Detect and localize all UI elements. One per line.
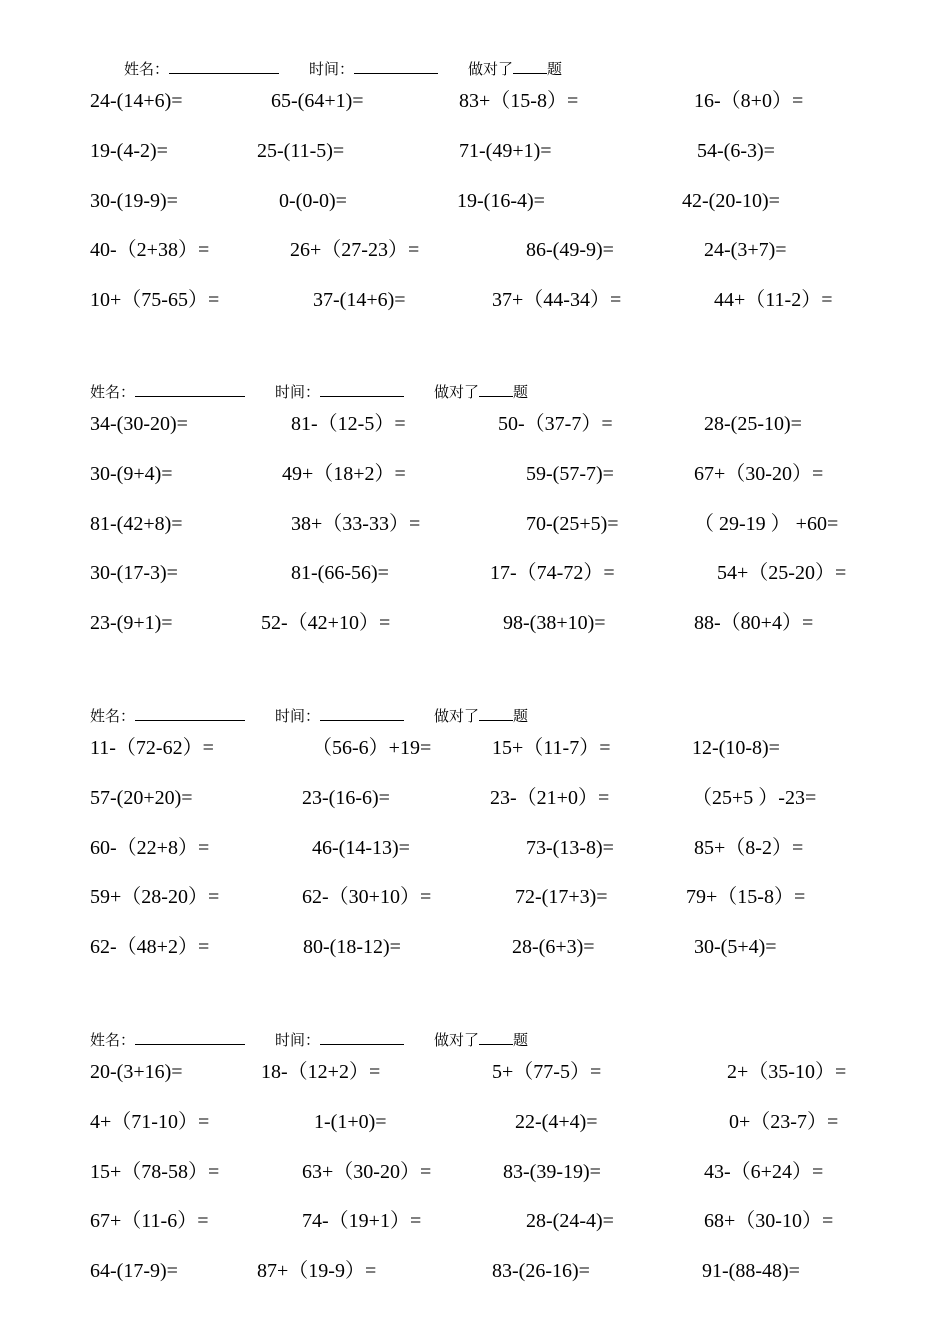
math-problem: 15+（11-7）= — [492, 737, 611, 759]
score-label-prefix: 做对了 — [434, 385, 480, 401]
name-field — [90, 381, 245, 402]
math-problem: 23-(9+1)= — [90, 612, 173, 635]
math-problem: 79+（15-8）= — [686, 886, 806, 909]
score-blank[interactable] — [479, 1030, 513, 1045]
score-field — [468, 58, 562, 79]
name-field — [90, 1029, 245, 1050]
math-problem: 30-(9+4)= — [90, 462, 173, 485]
math-problem: 1-(1+0)= — [314, 1110, 387, 1133]
math-problem: 0-(0-0)= — [279, 189, 347, 212]
math-problem: 81-（12-5）= — [291, 413, 406, 435]
problem-row — [0, 558, 950, 588]
problem-row — [0, 509, 950, 539]
math-problem: 10+（75-65）= — [90, 289, 220, 312]
math-problem: 85+（8-2）= — [694, 836, 804, 859]
math-problem: 24-(3+7)= — [704, 239, 787, 262]
math-problem: 34-(30-20)= — [90, 413, 188, 435]
problem-row — [0, 186, 950, 216]
math-problem: 83-(26-16)= — [492, 1260, 590, 1283]
math-problem: 59-(57-7)= — [526, 462, 614, 485]
math-problem: 98-(38+10)= — [503, 612, 606, 635]
math-problem: 19-(16-4)= — [457, 189, 545, 212]
name-label: 姓名： — [90, 709, 136, 725]
problem-row — [0, 235, 950, 265]
math-problem: 30-(19-9)= — [90, 189, 178, 212]
math-problem: 83-(39-19)= — [503, 1160, 601, 1183]
problem-row — [0, 409, 950, 439]
math-problem: 60-（22+8）= — [90, 836, 210, 859]
math-problem: 38+（33-33）= — [291, 512, 421, 535]
math-problem: 2+（35-10）= — [727, 1061, 847, 1083]
math-problem: 81-(42+8)= — [90, 512, 183, 535]
math-problem: 70-(25+5)= — [526, 512, 619, 535]
name-label: 姓名： — [90, 385, 136, 401]
math-problem: 74-（19+1）= — [302, 1210, 422, 1233]
name-label: 姓名： — [124, 62, 170, 78]
math-problem: 65-(64+1)= — [271, 90, 364, 112]
math-problem: 15+（78-58）= — [90, 1160, 220, 1183]
score-field — [434, 1029, 528, 1050]
problem-row — [0, 1256, 950, 1286]
math-problem: 28-(24-4)= — [526, 1210, 614, 1233]
time-blank[interactable] — [320, 382, 404, 397]
score-blank[interactable] — [513, 59, 547, 74]
problem-row — [0, 1057, 950, 1087]
time-blank[interactable] — [320, 706, 404, 721]
problem-row — [0, 882, 950, 912]
math-problem: 25-(11-5)= — [257, 139, 345, 162]
section-header — [0, 381, 950, 403]
math-problem: 42-(20-10)= — [682, 189, 780, 212]
math-problem: 37+（44-34）= — [492, 289, 622, 312]
math-problem: 30-(17-3)= — [90, 562, 178, 585]
score-blank[interactable] — [479, 706, 513, 721]
math-problem: 54+（25-20）= — [717, 562, 847, 585]
score-label-prefix: 做对了 — [468, 62, 514, 78]
math-problem: 44+（11-2）= — [714, 289, 833, 312]
math-problem: 19-(4-2)= — [90, 139, 168, 162]
math-problem: 52-（42+10）= — [261, 612, 391, 635]
time-label: 时间： — [275, 709, 321, 725]
math-problem: 17-（74-72）= — [490, 562, 615, 585]
time-label: 时间： — [309, 62, 355, 78]
name-field — [90, 705, 245, 726]
score-label-suffix: 题 — [513, 709, 529, 725]
math-problem: 68+（30-10）= — [704, 1210, 834, 1233]
name-field — [124, 58, 279, 79]
math-problem: 16-（8+0）= — [694, 90, 804, 112]
problem-row — [0, 136, 950, 166]
name-blank[interactable] — [135, 382, 245, 397]
math-problem: 67+（11-6）= — [90, 1210, 209, 1233]
name-blank[interactable] — [135, 706, 245, 721]
section-header — [0, 705, 950, 727]
time-label: 时间： — [275, 385, 321, 401]
math-problem: （56-6）+19= — [312, 737, 432, 759]
time-field — [275, 381, 404, 402]
math-problem: 87+（19-9）= — [257, 1260, 377, 1283]
score-field — [434, 705, 528, 726]
math-problem: 80-(18-12)= — [303, 936, 401, 959]
time-field — [309, 58, 438, 79]
math-problem: 46-(14-13)= — [312, 836, 410, 859]
math-problem: 23-(16-6)= — [302, 786, 390, 809]
math-problem: 4+（71-10）= — [90, 1110, 210, 1133]
math-problem: 62-（30+10）= — [302, 886, 432, 909]
time-blank[interactable] — [354, 59, 438, 74]
math-problem: 23-（21+0）= — [490, 786, 610, 809]
math-problem: 64-(17-9)= — [90, 1260, 178, 1283]
problem-row — [0, 1107, 950, 1137]
section-header — [0, 58, 950, 80]
problem-row — [0, 783, 950, 813]
math-problem: 11-（72-62）= — [90, 737, 214, 759]
math-problem: 30-(5+4)= — [694, 936, 777, 959]
math-problem: 43-（6+24）= — [704, 1160, 824, 1183]
math-problem: 18-（12+2）= — [261, 1061, 381, 1083]
math-problem: 63+（30-20）= — [302, 1160, 432, 1183]
name-blank[interactable] — [135, 1030, 245, 1045]
problem-row — [0, 285, 950, 315]
time-label: 时间： — [275, 1033, 321, 1049]
math-problem: 28-(6+3)= — [512, 936, 595, 959]
score-label-suffix: 题 — [547, 62, 563, 78]
score-label-suffix: 题 — [513, 1033, 529, 1049]
math-problem: 54-(6-3)= — [697, 139, 775, 162]
math-problem: 24-(14+6)= — [90, 90, 183, 112]
name-blank[interactable] — [169, 59, 279, 74]
math-problem: 20-(3+16)= — [90, 1061, 183, 1083]
problem-row — [0, 608, 950, 638]
score-label-prefix: 做对了 — [434, 709, 480, 725]
time-field — [275, 705, 404, 726]
math-problem: 40-（2+38）= — [90, 239, 210, 262]
math-problem: 37-(14+6)= — [313, 289, 406, 312]
math-problem: 67+（30-20）= — [694, 462, 824, 485]
math-problem: 86-(49-9)= — [526, 239, 614, 262]
math-problem: 0+（23-7）= — [729, 1110, 839, 1133]
math-problem: 57-(20+20)= — [90, 786, 193, 809]
problem-row — [0, 932, 950, 962]
problem-row — [0, 733, 950, 763]
problem-row — [0, 86, 950, 116]
problem-row — [0, 1206, 950, 1236]
math-problem: 22-(4+4)= — [515, 1110, 598, 1133]
math-problem: 72-(17+3)= — [515, 886, 608, 909]
score-label-suffix: 题 — [513, 385, 529, 401]
math-problem: 59+（28-20）= — [90, 886, 220, 909]
math-problem: 88-（80+4）= — [694, 612, 814, 635]
name-label: 姓名： — [90, 1033, 136, 1049]
math-problem: 5+（77-5）= — [492, 1061, 602, 1083]
math-problem: 12-(10-8)= — [692, 737, 780, 759]
math-problem: 91-(88-48)= — [702, 1260, 800, 1283]
math-problem: 49+（18+2）= — [282, 462, 406, 485]
score-field — [434, 381, 528, 402]
math-problem: （25+5 ）-23= — [692, 786, 817, 809]
score-label-prefix: 做对了 — [434, 1033, 480, 1049]
math-problem: 50-（37-7）= — [498, 413, 613, 435]
math-problem: 62-（48+2）= — [90, 936, 210, 959]
math-problem: 73-(13-8)= — [526, 836, 614, 859]
score-blank[interactable] — [479, 382, 513, 397]
problem-row — [0, 1157, 950, 1187]
math-problem: 71-(49+1)= — [459, 139, 552, 162]
math-problem: 81-(66-56)= — [291, 562, 389, 585]
time-field — [275, 1029, 404, 1050]
math-problem: 83+（15-8）= — [459, 90, 579, 112]
time-blank[interactable] — [320, 1030, 404, 1045]
math-problem: 28-(25-10)= — [704, 413, 802, 435]
math-problem: 26+（27-23）= — [290, 239, 420, 262]
section-header — [0, 1029, 950, 1051]
math-problem: （ 29-19 ） +60= — [694, 512, 839, 535]
problem-row — [0, 459, 950, 489]
problem-row — [0, 833, 950, 863]
